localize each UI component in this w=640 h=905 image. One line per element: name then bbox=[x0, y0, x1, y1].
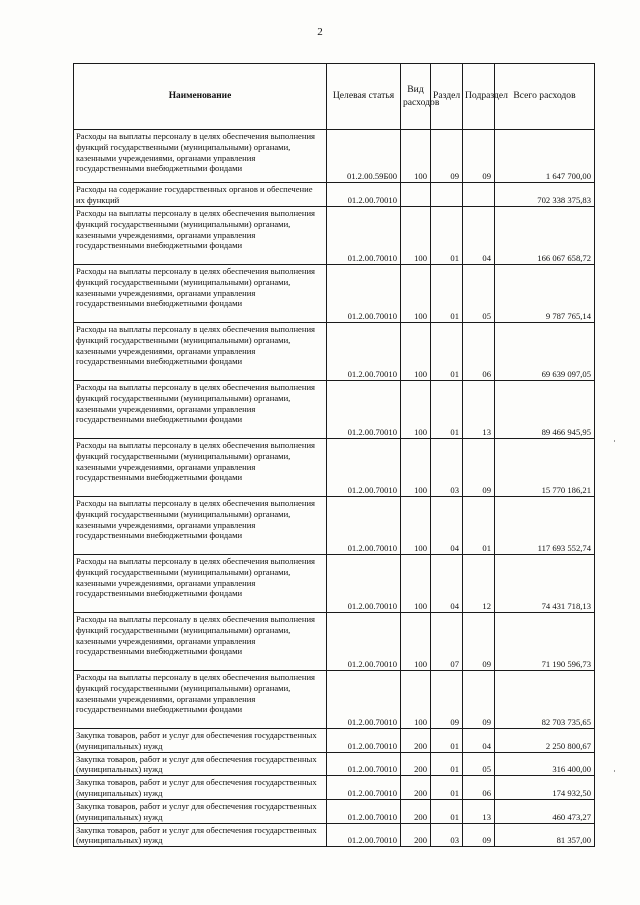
cell-section: 01 bbox=[431, 323, 463, 381]
cell-section: 03 bbox=[431, 439, 463, 497]
cell-article: 01.2.00.70010 bbox=[327, 555, 401, 613]
cell-subsection: 06 bbox=[463, 776, 495, 800]
cell-section: 01 bbox=[431, 799, 463, 823]
cell-article: 01.2.00.70010 bbox=[327, 183, 401, 207]
cell-name: Закупка товаров, работ и услуг для обеспечения государственных (муниципальных) нужд bbox=[74, 823, 327, 847]
cell-article: 01.2.00.70010 bbox=[327, 613, 401, 671]
cell-subsection: 09 bbox=[463, 823, 495, 847]
cell-name: Расходы на выплаты персоналу в целях обеспечения выполнения функций государственными (муниципальными) органами, казенными учреждениями, органами управления государственными внебюджетными фондами bbox=[74, 130, 327, 183]
cell-subsection: 09 bbox=[463, 130, 495, 183]
cell-section: 04 bbox=[431, 555, 463, 613]
cell-section: 01 bbox=[431, 752, 463, 776]
header-name: Наименование bbox=[74, 64, 327, 130]
page-number: 2 bbox=[317, 26, 323, 38]
cell-subsection: 05 bbox=[463, 752, 495, 776]
header-section: Раздел bbox=[431, 64, 463, 130]
cell-kind: 200 bbox=[401, 729, 431, 753]
cell-subsection: 04 bbox=[463, 207, 495, 265]
cell-kind: 100 bbox=[401, 265, 431, 323]
table-row bbox=[74, 799, 595, 823]
table-row bbox=[74, 265, 595, 323]
cell-name: Расходы на выплаты персоналу в целях обеспечения выполнения функций государственными (муниципальными) органами, казенными учреждениями, органами управления государственными внебюджетными фондами bbox=[74, 439, 327, 497]
scan-mark bbox=[614, 770, 615, 772]
cell-subsection: 01 bbox=[463, 497, 495, 555]
table-row bbox=[74, 613, 595, 671]
cell-total: 9 787 765,14 bbox=[495, 265, 595, 323]
cell-name: Расходы на выплаты персоналу в целях обеспечения выполнения функций государственными (муниципальными) органами, казенными учреждениями, органами управления государственными внебюджетными фондами bbox=[74, 207, 327, 265]
cell-article: 01.2.00.70010 bbox=[327, 207, 401, 265]
table-row bbox=[74, 555, 595, 613]
budget-table bbox=[73, 63, 595, 847]
cell-article: 01.2.00.70010 bbox=[327, 323, 401, 381]
cell-section: 01 bbox=[431, 381, 463, 439]
table-row bbox=[74, 207, 595, 265]
table-header-row bbox=[74, 64, 595, 130]
cell-section: 09 bbox=[431, 671, 463, 729]
cell-kind: 200 bbox=[401, 823, 431, 847]
cell-total: 702 338 375,83 bbox=[495, 183, 595, 207]
cell-kind: 100 bbox=[401, 497, 431, 555]
cell-subsection bbox=[463, 183, 495, 207]
cell-name: Расходы на выплаты персоналу в целях обеспечения выполнения функций государственными (муниципальными) органами, казенными учреждениями, органами управления государственными внебюджетными фондами bbox=[74, 613, 327, 671]
cell-total: 74 431 718,13 bbox=[495, 555, 595, 613]
cell-kind: 200 bbox=[401, 752, 431, 776]
cell-section: 09 bbox=[431, 130, 463, 183]
table-row bbox=[74, 776, 595, 800]
cell-total: 166 067 658,72 bbox=[495, 207, 595, 265]
cell-kind: 200 bbox=[401, 799, 431, 823]
cell-total: 174 932,50 bbox=[495, 776, 595, 800]
cell-total: 117 693 552,74 bbox=[495, 497, 595, 555]
cell-kind: 200 bbox=[401, 776, 431, 800]
table-row bbox=[74, 381, 595, 439]
table-row bbox=[74, 497, 595, 555]
cell-article: 01.2.00.70010 bbox=[327, 439, 401, 497]
header-kind: Вид расходов bbox=[401, 64, 431, 130]
cell-kind: 100 bbox=[401, 323, 431, 381]
table-row bbox=[74, 130, 595, 183]
cell-subsection: 13 bbox=[463, 799, 495, 823]
table-row bbox=[74, 823, 595, 847]
cell-kind: 100 bbox=[401, 381, 431, 439]
cell-subsection: 13 bbox=[463, 381, 495, 439]
cell-name: Закупка товаров, работ и услуг для обеспечения государственных (муниципальных) нужд bbox=[74, 729, 327, 753]
cell-name: Расходы на выплаты персоналу в целях обеспечения выполнения функций государственными (муниципальными) органами, казенными учреждениями, органами управления государственными внебюджетными фондами bbox=[74, 497, 327, 555]
cell-subsection: 06 bbox=[463, 323, 495, 381]
cell-total: 89 466 945,95 bbox=[495, 381, 595, 439]
cell-subsection: 04 bbox=[463, 729, 495, 753]
table-row bbox=[74, 752, 595, 776]
cell-total: 82 703 735,65 bbox=[495, 671, 595, 729]
cell-section: 01 bbox=[431, 729, 463, 753]
header-subsection: Подраздел bbox=[463, 64, 495, 130]
cell-section: 01 bbox=[431, 776, 463, 800]
cell-name: Закупка товаров, работ и услуг для обеспечения государственных (муниципальных) нужд bbox=[74, 752, 327, 776]
cell-kind: 100 bbox=[401, 613, 431, 671]
cell-article: 01.2.00.70010 bbox=[327, 776, 401, 800]
cell-total: 1 647 700,00 bbox=[495, 130, 595, 183]
cell-article: 01.2.00.59Б00 bbox=[327, 130, 401, 183]
table-body bbox=[74, 130, 595, 847]
cell-subsection: 09 bbox=[463, 439, 495, 497]
header-article: Целевая статья bbox=[327, 64, 401, 130]
cell-article: 01.2.00.70010 bbox=[327, 497, 401, 555]
cell-subsection: 09 bbox=[463, 613, 495, 671]
cell-section bbox=[431, 183, 463, 207]
cell-total: 15 770 186,21 bbox=[495, 439, 595, 497]
cell-article: 01.2.00.70010 bbox=[327, 799, 401, 823]
cell-subsection: 12 bbox=[463, 555, 495, 613]
cell-name: Расходы на выплаты персоналу в целях обеспечения выполнения функций государственными (муниципальными) органами, казенными учреждениями, органами управления государственными внебюджетными фондами bbox=[74, 265, 327, 323]
cell-name: Расходы на выплаты персоналу в целях обеспечения выполнения функций государственными (муниципальными) органами, казенными учреждениями, органами управления государственными внебюджетными фондами bbox=[74, 671, 327, 729]
table-row bbox=[74, 729, 595, 753]
cell-subsection: 05 bbox=[463, 265, 495, 323]
cell-section: 01 bbox=[431, 207, 463, 265]
cell-article: 01.2.00.70010 bbox=[327, 823, 401, 847]
table-row bbox=[74, 323, 595, 381]
cell-section: 07 bbox=[431, 613, 463, 671]
cell-total: 71 190 596,73 bbox=[495, 613, 595, 671]
cell-kind: 100 bbox=[401, 130, 431, 183]
header-total: Всего расходов bbox=[495, 64, 595, 130]
cell-total: 460 473,27 bbox=[495, 799, 595, 823]
cell-article: 01.2.00.70010 bbox=[327, 729, 401, 753]
cell-section: 01 bbox=[431, 265, 463, 323]
cell-total: 2 250 800,67 bbox=[495, 729, 595, 753]
cell-section: 03 bbox=[431, 823, 463, 847]
cell-kind bbox=[401, 183, 431, 207]
cell-kind: 100 bbox=[401, 671, 431, 729]
table-row bbox=[74, 439, 595, 497]
cell-name: Закупка товаров, работ и услуг для обеспечения государственных (муниципальных) нужд bbox=[74, 776, 327, 800]
cell-article: 01.2.00.70010 bbox=[327, 671, 401, 729]
scan-mark bbox=[614, 440, 615, 442]
cell-name: Закупка товаров, работ и услуг для обеспечения государственных (муниципальных) нужд bbox=[74, 799, 327, 823]
cell-name: Расходы на выплаты персоналу в целях обеспечения выполнения функций государственными (муниципальными) органами, казенными учреждениями, органами управления государственными внебюджетными фондами bbox=[74, 323, 327, 381]
cell-article: 01.2.00.70010 bbox=[327, 752, 401, 776]
cell-total: 69 639 097,05 bbox=[495, 323, 595, 381]
cell-section: 04 bbox=[431, 497, 463, 555]
cell-name: Расходы на содержание государственных органов и обеспечение их функций bbox=[74, 183, 327, 207]
cell-article: 01.2.00.70010 bbox=[327, 265, 401, 323]
cell-subsection: 09 bbox=[463, 671, 495, 729]
cell-kind: 100 bbox=[401, 207, 431, 265]
cell-article: 01.2.00.70010 bbox=[327, 381, 401, 439]
cell-name: Расходы на выплаты персоналу в целях обеспечения выполнения функций государственными (муниципальными) органами, казенными учреждениями, органами управления государственными внебюджетными фондами bbox=[74, 555, 327, 613]
cell-name: Расходы на выплаты персоналу в целях обеспечения выполнения функций государственными (муниципальными) органами, казенными учреждениями, органами управления государственными внебюджетными фондами bbox=[74, 381, 327, 439]
table-row bbox=[74, 671, 595, 729]
cell-kind: 100 bbox=[401, 439, 431, 497]
cell-kind: 100 bbox=[401, 555, 431, 613]
cell-total: 81 357,00 bbox=[495, 823, 595, 847]
table-row bbox=[74, 183, 595, 207]
cell-total: 316 400,00 bbox=[495, 752, 595, 776]
